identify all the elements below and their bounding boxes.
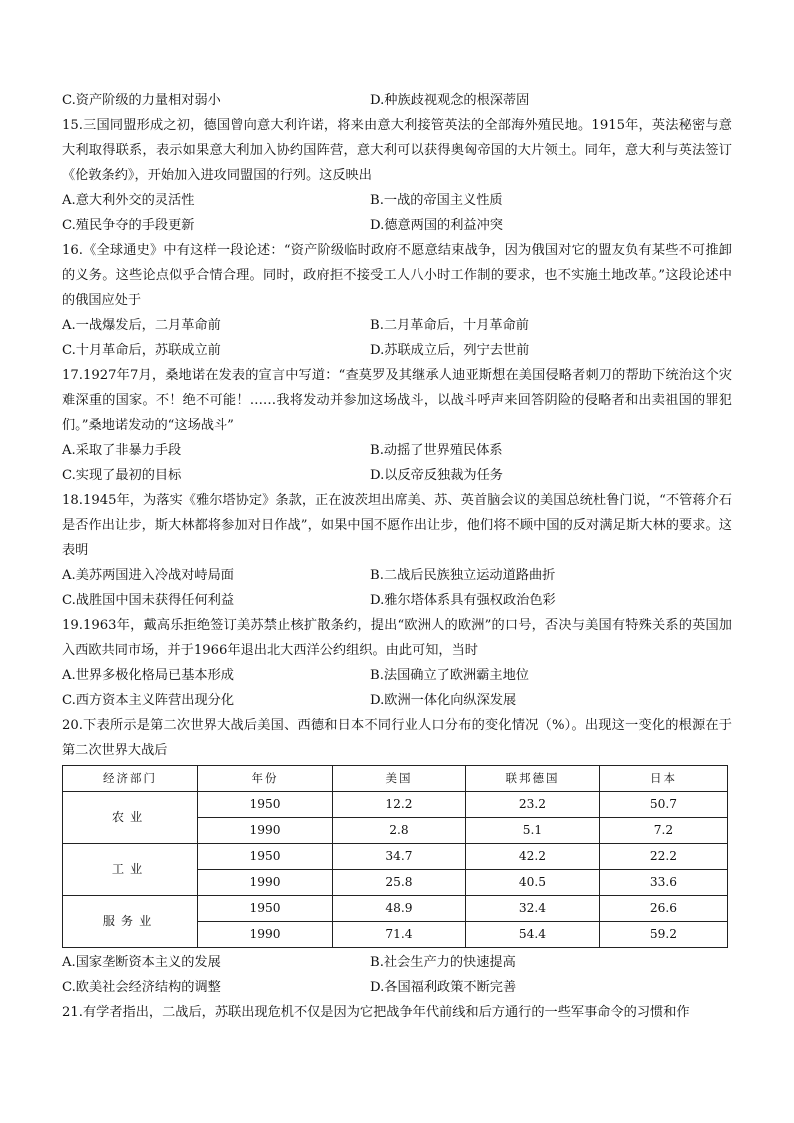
option-d[interactable]: D.雅尔塔体系具有强权政治色彩: [370, 593, 556, 608]
year-cell: 1950: [198, 792, 333, 818]
value-cell: 40.5: [466, 870, 600, 896]
value-cell: 26.6: [600, 896, 728, 922]
options-q15-ab: [62, 188, 732, 213]
option-b[interactable]: B.二月革命后，十月革命前: [370, 318, 529, 333]
header-year: 年份: [198, 766, 333, 792]
value-cell: 50.7: [600, 792, 728, 818]
value-cell: 25.8: [333, 870, 466, 896]
question-15-stem: 15.三国同盟形成之初，德国曾向意大利许诺，将来由意大利接管英法的全部海外殖民地。1915年，英法秘密与意大利取得联系，表示如果意大利加入协约国阵营，意大利可以获得奥匈帝国的大片领土。同年，意大利与英法签订《伦敦条约》，开始加入进攻同盟国的行列。这反映出: [62, 118, 732, 183]
options-q17-ab: [62, 438, 732, 463]
value-cell: 34.7: [333, 844, 466, 870]
options-q19-ab: [62, 663, 732, 688]
option-b[interactable]: B.动摇了世界殖民体系: [370, 443, 503, 458]
employment-table: [62, 765, 728, 948]
option-a[interactable]: A.美苏两国进入冷战对峙局面: [62, 568, 234, 583]
value-cell: 59.2: [600, 922, 728, 948]
option-a[interactable]: A.采取了非暴力手段: [62, 443, 182, 458]
sector-cell: 农业: [63, 792, 198, 844]
option-b[interactable]: B.二战后民族独立运动道路曲折: [370, 568, 556, 583]
options-q16-cd: [62, 338, 732, 363]
value-cell: 71.4: [333, 922, 466, 948]
options-q17-cd: [62, 463, 732, 488]
header-sector: 经济部门: [63, 766, 198, 792]
options-q20-ab: [62, 950, 732, 975]
option-b[interactable]: B.社会生产力的快速提高: [370, 955, 516, 970]
option-d[interactable]: D.德意两国的利益冲突: [370, 218, 503, 233]
question-20-stem: 20.下表所示是第二次世界大战后美国、西德和日本不同行业人口分布的变化情况（%）。出现这一变化的根源在于第二次世界大战后: [62, 718, 732, 758]
question-17-stem: 17.1927年7月，桑地诺在发表的宣言中写道：“查莫罗及其继承人迪亚斯想在美国侵略者刺刀的帮助下统治这个灾难深重的国家。不！绝不可能！……我将发动并参加这场战斗，以战斗呼声来回答阴险的侵略者和出卖祖国的罪犯们。”桑地诺发动的“这场战斗”: [62, 368, 732, 433]
option-a[interactable]: A.意大利外交的灵活性: [62, 193, 195, 208]
options-q16-ab: [62, 313, 732, 338]
options-q19-cd: [62, 688, 732, 713]
value-cell: 22.2: [600, 844, 728, 870]
options-q18-ab: [62, 563, 732, 588]
year-cell: 1990: [198, 870, 333, 896]
sector-cell: 服务业: [63, 896, 198, 948]
value-cell: 42.2: [466, 844, 600, 870]
option-c[interactable]: C.西方资本主义阵营出现分化: [62, 693, 235, 708]
question-19-stem: 19.1963年，戴高乐拒绝签订美苏禁止核扩散条约，提出“欧洲人的欧洲”的口号，否决与美国有特殊关系的英国加入西欧共同市场，并于1966年退出北大西洋公约组织。由此可知，当时: [62, 618, 732, 658]
year-cell: 1990: [198, 818, 333, 844]
value-cell: 48.9: [333, 896, 466, 922]
value-cell: 5.1: [466, 818, 600, 844]
options-q15-cd: [62, 213, 732, 238]
option-c[interactable]: C.十月革命后，苏联成立前: [62, 343, 221, 358]
option-c[interactable]: C.实现了最初的目标: [62, 468, 182, 483]
options-q18-cd: [62, 588, 732, 613]
option-d[interactable]: D.以反帝反独裁为任务: [370, 468, 503, 483]
header-usa: 美国: [333, 766, 466, 792]
option-a[interactable]: A.国家垄断资本主义的发展: [62, 955, 221, 970]
year-cell: 1950: [198, 896, 333, 922]
year-cell: 1950: [198, 844, 333, 870]
value-cell: 23.2: [466, 792, 600, 818]
header-japan: 日本: [600, 766, 728, 792]
exam-page: [62, 88, 732, 1025]
year-cell: 1990: [198, 922, 333, 948]
value-cell: 2.8: [333, 818, 466, 844]
option-d[interactable]: D.欧洲一体化向纵深发展: [370, 693, 517, 708]
value-cell: 7.2: [600, 818, 728, 844]
option-a[interactable]: A.一战爆发后，二月革命前: [62, 318, 221, 333]
option-c[interactable]: C.资产阶级的力量相对弱小: [62, 93, 221, 108]
option-c[interactable]: C.战胜国中国未获得任何利益: [62, 593, 235, 608]
table-header-row: [63, 766, 728, 792]
question-18-stem: 18.1945年，为落实《雅尔塔协定》条款，正在波茨坦出席美、苏、英首脑会议的美国总统杜鲁门说，“不管蒋介石是否作出让步，斯大林都将参加对日作战”，如果中国不愿作出让步，他们将不顾中国的反对满足斯大林的要求。这表明: [62, 493, 732, 558]
value-cell: 33.6: [600, 870, 728, 896]
option-d[interactable]: D.苏联成立后，列宁去世前: [370, 343, 530, 358]
value-cell: 32.4: [466, 896, 600, 922]
sector-cell: 工业: [63, 844, 198, 896]
value-cell: 54.4: [466, 922, 600, 948]
option-c[interactable]: C.殖民争夺的手段更新: [62, 218, 195, 233]
table-row: [63, 844, 728, 870]
table-row: [63, 896, 728, 922]
value-cell: 12.2: [333, 792, 466, 818]
option-d[interactable]: D.种族歧视观念的根深蒂固: [370, 93, 530, 108]
table-row: [63, 792, 728, 818]
option-d[interactable]: D.各国福利政策不断完善: [370, 980, 517, 995]
options-q20-cd: [62, 975, 732, 1000]
header-west-germany: 联邦德国: [466, 766, 600, 792]
option-a[interactable]: A.世界多极化格局已基本形成: [62, 668, 234, 683]
option-b[interactable]: B.法国确立了欧洲霸主地位: [370, 668, 529, 683]
question-16-stem: 16.《全球通史》中有这样一段论述：“资产阶级临时政府不愿意结束战争，因为俄国对它的盟友负有某些不可推卸的义务。这些论点似乎合情合理。同时，政府拒不接受工人八小时工作制的要求，也不实施土地改革。”这段论述中的俄国应处于: [62, 243, 732, 308]
option-b[interactable]: B.一战的帝国主义性质: [370, 193, 503, 208]
options-q14-cd: [62, 88, 732, 113]
question-21-stem: 21.有学者指出，二战后，苏联出现危机不仅是因为它把战争年代前线和后方通行的一些军事命令的习惯和作: [62, 1005, 690, 1020]
option-c[interactable]: C.欧美社会经济结构的调整: [62, 980, 221, 995]
